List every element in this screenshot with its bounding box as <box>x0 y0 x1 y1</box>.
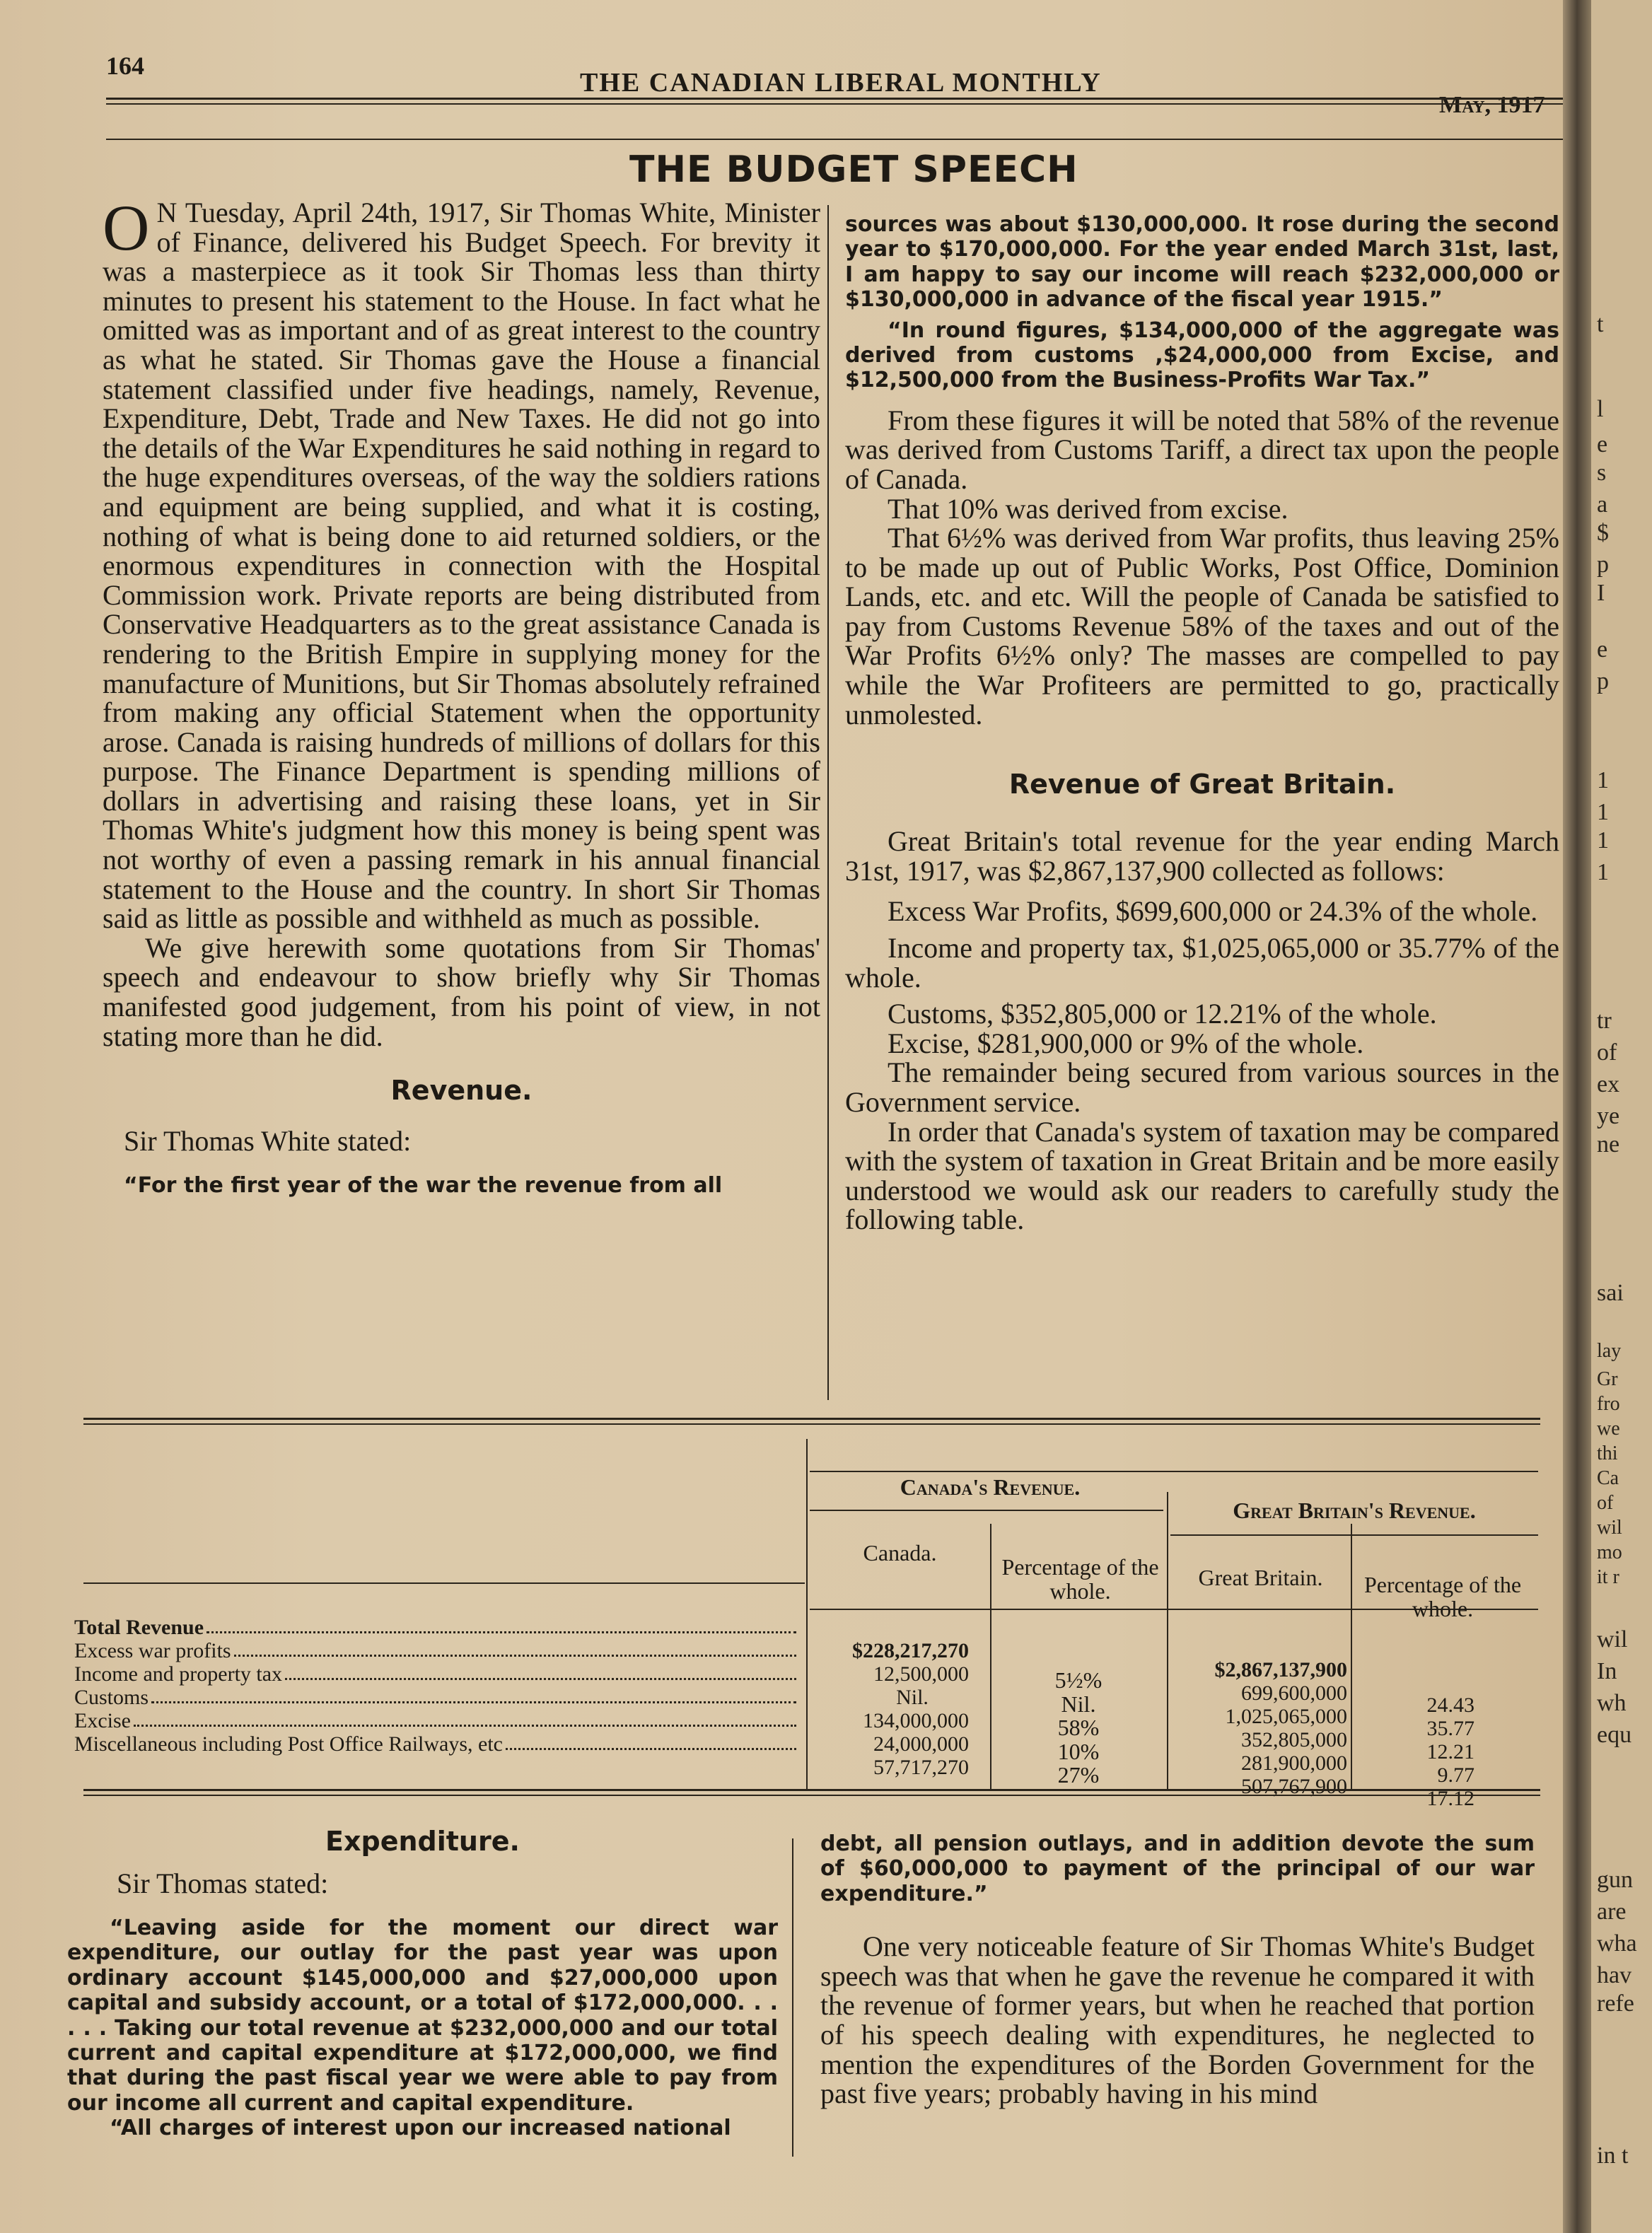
table-row <box>74 1709 799 1732</box>
paragraph: One very noticeable feature of Sir Thomas White's Budget speech was that when he gave the revenue he compared it with the revenue of former years, but when he reached that portion of his speech dealing with expenditures, he neglected to mention the expenditures of the Borden Government for the past five years; probably having in his mind <box>820 1930 1535 2110</box>
table-cell: Nil. <box>1061 1691 1096 1717</box>
table-row <box>74 1686 799 1709</box>
text-fragment: in t <box>1597 2142 1629 2169</box>
paragraph: Income and property tax, $1,025,065,000 or 35.77% of the whole. <box>845 932 1559 993</box>
gb-revenue-group-header: Great Britain's Revenue. <box>1233 1498 1476 1523</box>
paragraph: That 6½% was derived from War profits, thus leaving 25% to be made up out of Public Works, Post Office, Dominion Lands, etc. and etc. Will the people of Canada be satisfied to pay from Customs Revenue 58% of the taxes and out of the War Profits 6½% only? The masses are compelled to pay while the War Profiteers are permitted to go, practically unmolested. <box>845 522 1559 730</box>
issue-date: May, 1917 <box>1439 92 1545 118</box>
table-cell: 699,600,000 <box>1241 1681 1347 1705</box>
row-label: Excise <box>74 1709 131 1732</box>
expenditure-left-column <box>67 1810 778 2141</box>
table-row <box>74 1662 799 1686</box>
table-bottom-rule-2 <box>83 1795 1540 1796</box>
leader-dots <box>206 1616 796 1633</box>
text-fragment: 1 <box>1597 767 1609 793</box>
text-fragment: of <box>1597 1039 1617 1066</box>
column-divider <box>792 1838 793 2157</box>
expenditure-right-column <box>820 1831 1535 2109</box>
binding-gutter <box>1563 0 1591 2233</box>
table-cell: 27% <box>1057 1762 1100 1788</box>
col-header-canada-pct: Percentage of the whole. <box>1001 1554 1159 1604</box>
expenditure-heading: Expenditure. <box>325 1826 520 1857</box>
column-divider <box>827 205 829 1400</box>
table-row <box>74 1639 799 1662</box>
table-cell: 5½% <box>1054 1667 1103 1693</box>
text-fragment: 1 <box>1597 827 1609 853</box>
header-rule <box>106 98 1574 100</box>
gb-revenue-heading: Revenue of Great Britain. <box>1008 769 1396 800</box>
paragraph: Excess War Profits, $699,600,000 or 24.3% of the whole. <box>888 895 1538 928</box>
table-row-labels <box>74 1616 799 1756</box>
text-fragment: l <box>1597 396 1604 422</box>
table-header-rule <box>1170 1534 1538 1536</box>
page-number: 164 <box>106 52 144 80</box>
expenditure-quote-cont: debt, all pension outlays, and in addition devote the sum of $60,000,000 to payment of the principal of our war expenditure.” <box>820 1831 1535 1906</box>
text-fragment: wil <box>1597 1517 1622 1539</box>
col-header-gb-pct: Percentage of the whole. <box>1363 1572 1522 1621</box>
table-divider <box>806 1439 808 1789</box>
revenue-quote-2: “In round figures, $134,000,000 of the aggregate was derived from customs ,$24,000,000 from Excise, and $12,500,000 from the Business-Profits War Tax.” <box>845 317 1559 393</box>
paragraph: Excise, $281,900,000 or 9% of the whole. <box>888 1027 1364 1059</box>
row-label: Income and property tax <box>74 1662 283 1686</box>
text-fragment: refe <box>1597 1990 1634 2017</box>
text-fragment: tr <box>1597 1008 1612 1034</box>
row-label: Total Revenue <box>74 1616 204 1639</box>
paragraph: From these figures it will be noted that 58% of the revenue was derived from Customs Tariff, a direct tax upon the people of Canada. <box>845 404 1559 495</box>
text-fragment: equ <box>1597 1722 1632 1748</box>
table-top-rule-2 <box>83 1423 1540 1425</box>
paragraph: In order that Canada's system of taxation may be compared with the system of taxation in Great Britain and be more easily understood we would ask our readers to carefully study the following table. <box>845 1115 1559 1236</box>
table-row <box>74 1732 799 1756</box>
text-fragment: Gr <box>1597 1368 1618 1390</box>
table-cell: 10% <box>1057 1738 1100 1764</box>
revenue-attribution: Sir Thomas White stated: <box>124 1125 412 1158</box>
revenue-quote-cont: sources was about $130,000,000. It rose during the second year to $170,000,000. For the year ended March 31st, last, I am happy to say our income will reach $232,000,000 or $130,000,000 in advance of the fiscal year 1915.” <box>845 212 1559 313</box>
table-cell: 1,025,065,000 <box>1225 1705 1347 1728</box>
article-title: THE BUDGET SPEECH <box>629 148 1078 191</box>
text-fragment: hav <box>1597 1962 1632 1988</box>
text-fragment: mo <box>1597 1541 1622 1563</box>
canada-revenue-group-header: Canada's Revenue. <box>900 1474 1081 1500</box>
canada-pct-values <box>1004 1669 1153 1788</box>
paragraph: We give herewith some quotations from Sir Thomas' speech and endeavour to show briefly why Sir Thomas manifested good judgement, from his point of view, in not stating more than he did. <box>103 931 820 1052</box>
leader-dots <box>151 1686 796 1703</box>
expenditure-attribution: Sir Thomas stated: <box>117 1867 329 1899</box>
table-cell: 17.12 <box>1426 1787 1474 1810</box>
text-fragment: gun <box>1597 1867 1633 1893</box>
col-header-canada: Canada. <box>863 1540 937 1566</box>
table-cell: 35.77 <box>1426 1717 1474 1740</box>
table-cell: $2,867,137,900 <box>1214 1658 1347 1681</box>
table-top-rule <box>83 1418 1540 1420</box>
text-fragment: ne <box>1597 1131 1620 1158</box>
text-fragment: e <box>1597 431 1608 457</box>
text-fragment: Ca <box>1597 1467 1619 1489</box>
leader-dots <box>134 1709 796 1727</box>
text-fragment: wil <box>1597 1626 1628 1652</box>
table-header-rule <box>810 1471 1538 1472</box>
table-cell: $228,217,270 <box>852 1639 969 1662</box>
gb-pct-values <box>1379 1693 1474 1810</box>
text-fragment: it r <box>1597 1566 1619 1588</box>
row-label: Customs <box>74 1686 149 1709</box>
text-fragment: a <box>1597 491 1608 518</box>
table-header-rule <box>810 1510 1163 1511</box>
text-fragment: ye <box>1597 1103 1620 1129</box>
text-fragment: fro <box>1597 1393 1620 1415</box>
expenditure-quote-2: “All charges of interest upon our increased national <box>110 2116 731 2141</box>
table-bottom-rule <box>83 1789 1540 1791</box>
table-cell: 57,717,270 <box>873 1756 969 1779</box>
table-row <box>74 1616 799 1639</box>
row-label: Miscellaneous including Post Office Railways, etc <box>74 1732 503 1756</box>
table-cell: 9.77 <box>1437 1763 1474 1787</box>
text-fragment: thi <box>1597 1442 1618 1464</box>
text-fragment: t <box>1597 311 1604 337</box>
text-fragment: p <box>1597 552 1609 578</box>
table-cell: 281,900,000 <box>1241 1751 1347 1775</box>
right-column <box>845 212 1559 1235</box>
publication-title: THE CANADIAN LIBERAL MONTHLY <box>580 68 1102 98</box>
text-fragment: $ <box>1597 520 1609 546</box>
text-fragment: s <box>1597 460 1607 486</box>
table-cell: 24,000,000 <box>873 1732 969 1756</box>
leader-dots <box>234 1639 796 1657</box>
text-fragment: In <box>1597 1658 1617 1684</box>
text-fragment: of <box>1597 1492 1614 1514</box>
table-cell: 507,767,900 <box>1241 1775 1347 1798</box>
header-rule-2 <box>106 103 1574 105</box>
row-label: Excess war profits <box>74 1639 231 1662</box>
text-fragment: wha <box>1597 1930 1637 1957</box>
table-divider <box>1167 1492 1168 1789</box>
table-divider <box>1351 1524 1352 1789</box>
gb-values <box>1170 1658 1347 1798</box>
text-fragment: I <box>1597 580 1605 606</box>
paragraph: That 10% was derived from excise. <box>888 492 1289 525</box>
table-cell: 352,805,000 <box>1241 1728 1347 1751</box>
header-rule-3 <box>106 139 1574 140</box>
table-header-rule <box>83 1582 805 1584</box>
intro-paragraph <box>103 192 820 935</box>
table-cell: 58% <box>1057 1715 1100 1741</box>
col-header-gb: Great Britain. <box>1198 1565 1323 1590</box>
text-fragment: ex <box>1597 1071 1620 1097</box>
adjacent-page-edge <box>1591 0 1652 2233</box>
text-fragment: lay <box>1597 1340 1622 1362</box>
paragraph: Great Britain's total revenue for the year ending March 31st, 1917, was $2,867,137,900 collected as follows: <box>845 825 1559 887</box>
left-column <box>103 192 820 1199</box>
table-cell: 12,500,000 <box>873 1662 969 1686</box>
table-cell: Nil. <box>896 1686 929 1709</box>
revenue-quote: “For the first year of the war the revenue from all <box>124 1173 723 1199</box>
table-cell: 134,000,000 <box>863 1709 969 1732</box>
text-fragment: 1 <box>1597 859 1609 885</box>
revenue-heading: Revenue. <box>390 1075 533 1107</box>
text-fragment: 1 <box>1597 799 1609 825</box>
table-divider <box>990 1524 991 1789</box>
leader-dots <box>506 1732 796 1750</box>
drop-cap: O <box>103 192 150 264</box>
text-fragment: wh <box>1597 1690 1627 1716</box>
leader-dots <box>285 1662 796 1680</box>
paragraph: Customs, $352,805,000 or 12.21% of the whole. <box>888 998 1437 1030</box>
intro-text: N Tuesday, April 24th, 1917, Sir Thomas White, Minister of Finance, delivered his Budget Speech. For brevity it was a masterpiece as it took Sir Thomas less than thirty minutes to present his statement to the House. In fact what he omitted was as important and of as great interest to the country as what he stated. Sir Thomas gave the House a financial statement classified under five headings, namely, Revenue, Expenditure, Debt, Trade and New Taxes. He did not go into the details of the War Expenditures he said nothing in regard to the huge expenditures overseas, of the way the soldiers rations and equipment are being supplied, and what it is costing, nothing of what is being done to aid returned soldiers, or the enormous expenditures in connection with the Hospital Commission work. Private reports are being distributed from Conservative Headquarters as to the great assistance Canada is rendering to the British Empire in supplying money for the manufacture of Munitions, but Sir Thomas absolutely refrained from making any official Statement when the opportunity arose. Canada is raising hundreds of millions of dollars for this purpose. The Finance Department is spending millions of dollars in advertising and raising these loans, yet in Sir Thomas White's judgment how this money is being spent was not worthy of even a passing remark in his annual financial statement to the House and the country. In short Sir Thomas said as little as possible and withheld as much as possible. <box>103 197 820 935</box>
text-fragment: we <box>1597 1418 1620 1440</box>
text-fragment: are <box>1597 1899 1627 1925</box>
table-cell: 24.43 <box>1426 1693 1474 1717</box>
text-fragment: e <box>1597 636 1608 663</box>
table-cell: 12.21 <box>1426 1740 1474 1763</box>
paragraph: The remainder being secured from various sources in the Government service. <box>845 1056 1559 1119</box>
canada-values <box>813 1639 969 1779</box>
text-fragment: p <box>1597 668 1609 694</box>
expenditure-quote: “Leaving aside for the moment our direct war expenditure, our outlay for the past year was upon ordinary account $145,000,000 and $27,000,000 upon capital and subsidy account, or a total of $172,000,000. . . . . . Taking our total revenue at $232,000,000 and our total current and capital expenditure at $172,000,000, we find that during the past fiscal year we were able to pay from our income all current and capital expenditure. <box>67 1916 778 2116</box>
text-fragment: sai <box>1597 1280 1624 1306</box>
